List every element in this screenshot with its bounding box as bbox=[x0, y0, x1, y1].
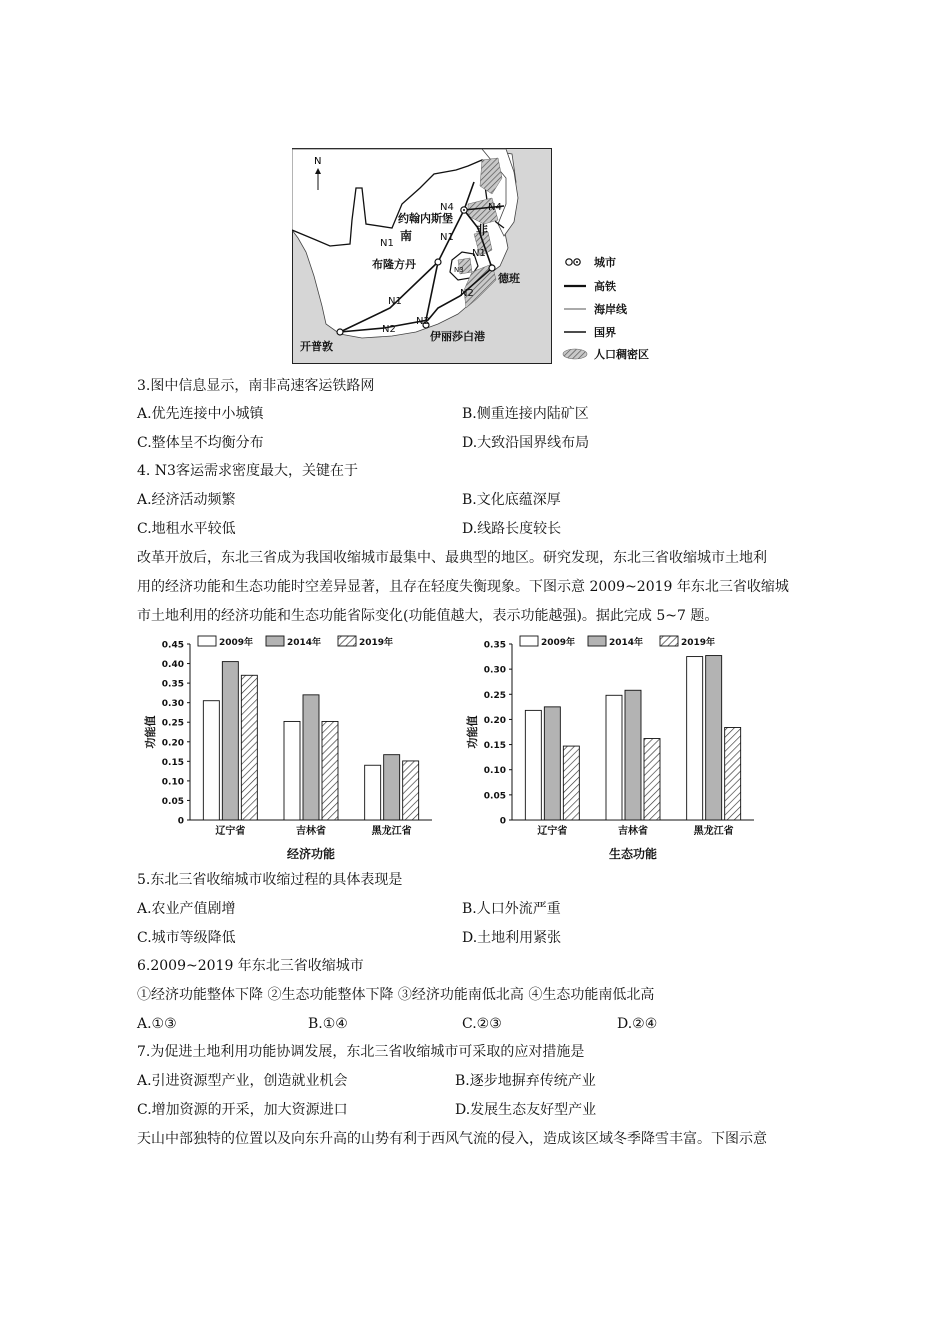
bar bbox=[241, 675, 257, 820]
next-passage-line: 天山中部独特的位置以及向东升高的山势有利于西风气流的侵入，造成该区域冬季降雪丰富。下图示意 bbox=[137, 1131, 767, 1147]
y-tick-label: 0.35 bbox=[161, 679, 184, 690]
y-tick-label: 0.15 bbox=[483, 741, 506, 752]
legend-hsr: 高铁 bbox=[594, 280, 616, 293]
bar bbox=[203, 701, 219, 820]
legend-coast: 海岸线 bbox=[594, 303, 627, 316]
label-bloemfontein: 布隆方丹 bbox=[372, 258, 416, 271]
y-tick-label: 0.05 bbox=[161, 796, 184, 807]
bar bbox=[687, 657, 703, 820]
label-nan: 南 bbox=[400, 229, 413, 243]
y-tick-label: 0.45 bbox=[161, 640, 184, 651]
y-tick-label: 0 bbox=[499, 816, 506, 827]
q7-option-b: B.逐步地摒弃传统产业 bbox=[455, 1073, 596, 1089]
q3-option-a: A.优先连接中小城镇 bbox=[137, 406, 264, 422]
intro-line-2: 用的经济功能和生态功能时空差异显著，且存在轻度失衡现象。下图示意 2009~2019 年东北三省收缩城 bbox=[137, 579, 789, 595]
route-n4: N4 bbox=[488, 202, 502, 213]
route-n2: N2 bbox=[460, 288, 474, 299]
q4-stem: 4. N3客运需求密度最大，关键在于 bbox=[137, 463, 358, 479]
q5-option-a: A.农业产值剧增 bbox=[137, 901, 236, 917]
bar bbox=[644, 739, 660, 820]
route-n1: N1 bbox=[388, 296, 402, 307]
bar bbox=[706, 656, 722, 820]
legend-label: 2014年 bbox=[287, 638, 322, 648]
x-category-label: 黑龙江省 bbox=[693, 826, 734, 837]
bar bbox=[284, 721, 300, 820]
bar bbox=[403, 761, 419, 820]
legend-city: 城市 bbox=[594, 256, 616, 269]
label-durban: 德班 bbox=[498, 272, 520, 285]
intro-line-1: 改革开放后，东北三省成为我国收缩城市最集中、最典型的地区。研究发现，东北三省收缩城市土地利 bbox=[137, 550, 767, 566]
bar bbox=[625, 690, 641, 820]
q6-option-a: A.①③ bbox=[137, 1016, 177, 1032]
q7-option-c: C.增加资源的开采，加大资源进口 bbox=[137, 1102, 348, 1118]
y-tick-label: 0.10 bbox=[161, 777, 184, 788]
q6-items: ①经济功能整体下降 ②生态功能整体下降 ③经济功能南低北高 ④生态功能南低北高 bbox=[137, 987, 655, 1003]
route-n4: N4 bbox=[440, 202, 454, 213]
south-africa-map bbox=[292, 148, 552, 364]
label-johannesburg: 约翰内斯堡 bbox=[398, 212, 453, 225]
y-tick-label: 0.40 bbox=[161, 660, 184, 671]
ecological-function-chart bbox=[462, 632, 762, 864]
x-category-label: 黑龙江省 bbox=[371, 826, 412, 837]
bar bbox=[563, 746, 579, 820]
legend-label: 2014年 bbox=[609, 638, 644, 648]
q3-option-b: B.侧重连接内陆矿区 bbox=[462, 406, 589, 422]
q4-option-a: A.经济活动频繁 bbox=[137, 492, 236, 508]
map-legend bbox=[560, 252, 680, 364]
legend-label: 2009年 bbox=[219, 638, 254, 648]
legend-swatch bbox=[338, 636, 356, 646]
route-n1: N1 bbox=[440, 232, 454, 243]
bar bbox=[725, 727, 741, 820]
q6-option-c: C.②③ bbox=[462, 1016, 502, 1032]
x-category-label: 吉林省 bbox=[296, 826, 326, 837]
bar bbox=[384, 755, 400, 820]
bar bbox=[525, 710, 541, 820]
bar bbox=[606, 695, 622, 820]
q4-option-d: D.线路长度较长 bbox=[462, 521, 562, 537]
y-axis-label: 功能值 bbox=[144, 715, 157, 749]
y-tick-label: 0.10 bbox=[483, 766, 506, 777]
q5-stem: 5.东北三省收缩城市收缩过程的具体表现是 bbox=[137, 872, 403, 888]
q6-option-b: B.①④ bbox=[308, 1016, 348, 1032]
route-n1: N1 bbox=[380, 238, 394, 249]
q3-option-d: D.大致沿国界线布局 bbox=[462, 435, 590, 451]
q4-option-c: C.地租水平较低 bbox=[137, 521, 236, 537]
q3-option-c: C.整体呈不均衡分布 bbox=[137, 435, 264, 451]
y-tick-label: 0 bbox=[177, 816, 184, 827]
y-tick-label: 0.25 bbox=[483, 690, 506, 701]
legend-swatch bbox=[520, 636, 538, 646]
y-tick-label: 0.25 bbox=[161, 718, 184, 729]
legend-border: 国界 bbox=[594, 326, 616, 339]
legend-swatch bbox=[660, 636, 678, 646]
label-capetown: 开普敦 bbox=[300, 340, 333, 353]
legend-swatch bbox=[198, 636, 216, 646]
chart-title: 经济功能 bbox=[286, 847, 336, 861]
y-axis-label: 功能值 bbox=[466, 715, 479, 749]
intro-line-3: 市土地利用的经济功能和生态功能省际变化(功能值越大，表示功能越强)。据此完成 5~7 题。 bbox=[137, 608, 719, 624]
q4-option-b: B.文化底蕴深厚 bbox=[462, 492, 561, 508]
label-portelizabeth: 伊丽莎白港 bbox=[430, 330, 485, 343]
q3-stem: 3.图中信息显示，南非高速客运铁路网 bbox=[137, 378, 375, 394]
legend-label: 2019年 bbox=[359, 638, 394, 648]
q6-option-d: D.②④ bbox=[617, 1016, 658, 1032]
label-fei: 非 bbox=[476, 223, 489, 237]
bar bbox=[222, 662, 238, 820]
route-n2: N2 bbox=[382, 324, 396, 335]
y-tick-label: 0.30 bbox=[161, 699, 184, 710]
q7-stem: 7.为促进土地利用功能协调发展，东北三省收缩城市可采取的应对措施是 bbox=[137, 1044, 585, 1060]
y-tick-label: 0.20 bbox=[483, 715, 506, 726]
route-n3: N3 bbox=[454, 266, 464, 274]
economic-function-chart bbox=[140, 632, 440, 864]
route-n2: N2 bbox=[416, 316, 430, 327]
legend-label: 2019年 bbox=[681, 638, 716, 648]
y-tick-label: 0.15 bbox=[161, 757, 184, 768]
x-category-label: 辽宁省 bbox=[537, 826, 568, 837]
legend-dense: 人口稠密区 bbox=[594, 348, 649, 361]
bar bbox=[544, 707, 560, 820]
bar bbox=[303, 695, 319, 820]
route-n1: N1 bbox=[472, 248, 486, 259]
x-category-label: 辽宁省 bbox=[215, 826, 246, 837]
x-category-label: 吉林省 bbox=[618, 826, 648, 837]
q5-option-c: C.城市等级降低 bbox=[137, 930, 236, 946]
legend-swatch bbox=[266, 636, 284, 646]
chart-title: 生态功能 bbox=[608, 847, 658, 861]
bar bbox=[322, 721, 338, 820]
north-label: N bbox=[314, 156, 322, 167]
q6-stem: 6.2009~2019 年东北三省收缩城市 bbox=[137, 958, 364, 974]
y-tick-label: 0.30 bbox=[483, 665, 506, 676]
q5-option-d: D.土地利用紧张 bbox=[462, 930, 562, 946]
y-tick-label: 0.20 bbox=[161, 738, 184, 749]
bar bbox=[365, 765, 381, 820]
y-tick-label: 0.35 bbox=[483, 640, 506, 651]
legend-label: 2009年 bbox=[541, 638, 576, 648]
y-tick-label: 0.05 bbox=[483, 791, 506, 802]
q7-option-a: A.引进资源型产业，创造就业机会 bbox=[137, 1073, 348, 1089]
q5-option-b: B.人口外流严重 bbox=[462, 901, 561, 917]
q7-option-d: D.发展生态友好型产业 bbox=[455, 1102, 597, 1118]
legend-swatch bbox=[588, 636, 606, 646]
